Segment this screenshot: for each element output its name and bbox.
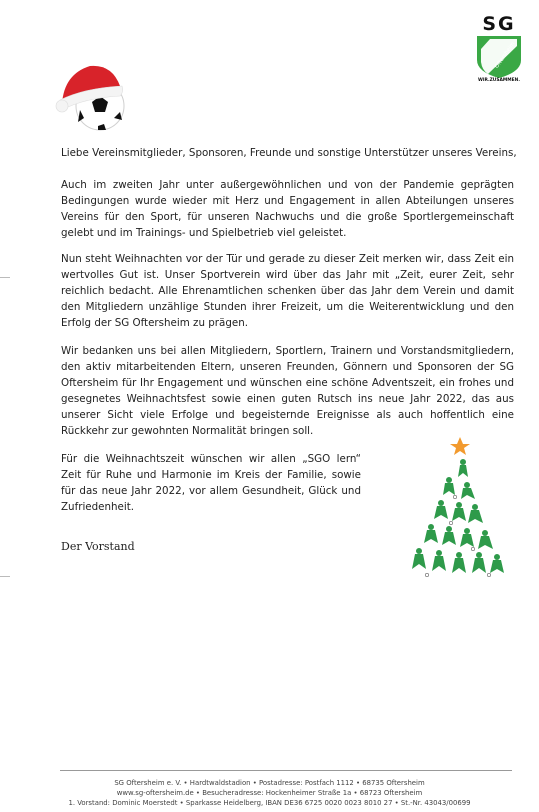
logo-shield-text: Oftersheim: [493, 41, 517, 70]
fold-mark-top: [0, 277, 10, 278]
player-christmas-tree-icon: [405, 435, 505, 580]
letter-paragraph-2: Nun steht Weihnachten vor der Tür und gerade zu dieser Zeit merken wir, dass Zeit ein wertvolles Gut ist. Unser Sportverein wird über das Jahr mit „Zeit, eurer Zeit, sehr reichlich bedacht. Alle Ehrenamtlichen schenken über das Jahr dem Verein und damit den Mitgliedern unzählige Stunden ihrer Freizeit, um die Weiterentwicklung und den Erfolg der SG Oftersheim zu prägen.: [61, 253, 514, 329]
footer-line-2: www.sg-oftersheim.de • Besucheradresse: Hockenheimer Straße 1a • 68723 Oftersheim: [116, 789, 423, 797]
santa-hat-football-icon: [54, 60, 128, 134]
letter-signature: Der Vorstand: [61, 540, 135, 553]
fold-mark-bottom: [0, 576, 10, 577]
logo-abbreviation: SG: [482, 13, 516, 35]
footer-line-3: 1. Vorstand: Dominic Moerstedt • Sparkasse Heidelberg, IBAN DE36 6725 0020 0023 8010 27 • St.-Nr. 43043/00699: [68, 799, 471, 807]
letter-salutation: Liebe Vereinsmitglieder, Sponsoren, Freunde und sonstige Unterstützer unseres Vereins,: [61, 147, 517, 159]
logo-shield-icon: [476, 36, 522, 78]
club-logo: [474, 14, 524, 84]
letter-paragraph-4: Für die Weihnachtszeit wünschen wir allen „SGO lern“ Zeit für Ruhe und Harmonie im Kreis der Familie, sowie für das neue Jahr 2022, vor allem Gesundheit, Glück und Zufriedenheit.: [61, 453, 361, 513]
footer-divider: [60, 770, 512, 771]
letter-paragraph-1: Auch im zweiten Jahr unter außergewöhnlichen und von der Pandemie geprägten Bedingungen wurde wieder mit Herz und Engagement in allen Abteilungen unseres Vereins für den Sport, für unseren Nachwuchs und die große Sportlergemeinschaft gelebt und im Trainings- und Spielbetrieb viel geleistet.: [61, 179, 514, 239]
logo-slogan: WIR.ZUSAMMEN.: [478, 78, 520, 83]
letter-paragraph-3: Wir bedanken uns bei allen Mitgliedern, Sportlern, Trainern und Vorstandsmitgliedern, den aktiv mitarbeitenden Eltern, unseren Freunden, Gönnern und Sponsoren der SG Oftersheim für Ihr Engagement und wünschen eine schöne Adventszeit, ein frohes und gesegnetes Weihnachtsfest sowie einen guten Rutsch ins neue Jahr 2022, das aus unserer Sicht viele Erfolge und begeisternde Ereignisse als auch hoffentlich eine Rückkehr zur gewohnten Normalität bringen soll.: [61, 345, 514, 437]
footer-line-1: SG Oftersheim e. V. • Hardtwaldstadion • Postadresse: Postfach 1112 • 68735 Oftersheim: [114, 779, 425, 787]
